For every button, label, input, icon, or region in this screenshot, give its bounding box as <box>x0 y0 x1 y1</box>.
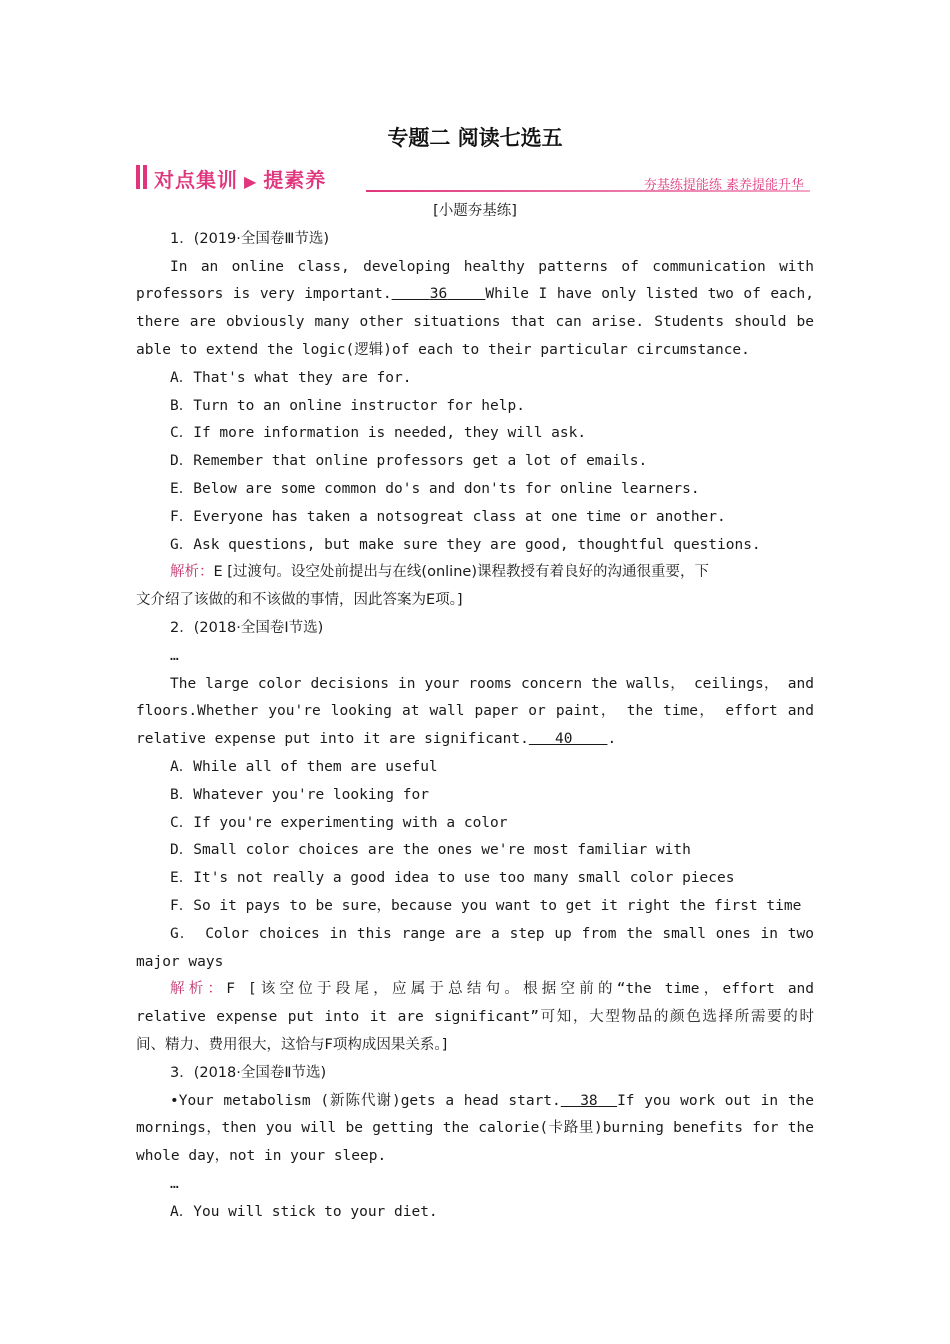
document-body <box>136 198 814 1226</box>
q1-analysis-cont: 文介绍了该做的和不该做的事情，因此答案为E项。] <box>136 592 463 609</box>
q2-option: C．If you're experimenting with a color <box>170 814 508 831</box>
q3-option: A．You will stick to your diet. <box>170 1203 438 1220</box>
q1-option: F．Everyone has taken a notsogreat class at one time or another. <box>170 508 726 525</box>
q1-passage-line: able to extend the logic(逻辑)of each to their particular circumstance. <box>136 341 750 358</box>
q1-option: G．Ask questions, but make sure they are good, thoughtful questions. <box>170 536 761 553</box>
analysis-label: 解析： <box>170 564 214 581</box>
q2-blank <box>529 731 608 747</box>
q1-option: D．Remember that online professors get a lot of emails. <box>170 453 648 470</box>
q2-option: B．Whatever you're looking for <box>170 786 429 803</box>
q2-option: F．So it pays to be sure，because you want to get it right the first time <box>170 897 802 914</box>
q2-option: E．It's not really a good idea to use too many small color pieces <box>170 870 735 887</box>
section-label: [小题夯基练] <box>433 203 517 219</box>
q2-source: 2．(2018·全国卷Ⅰ节选) <box>170 619 324 636</box>
q2-passage-line <box>136 726 814 754</box>
q2-analysis <box>136 976 814 1004</box>
q1-passage-text: While I have only listed two of each, <box>485 286 815 303</box>
q1-passage-text: professors is very important. <box>136 286 392 303</box>
q1-blank <box>392 286 486 302</box>
q1-passage-line: In an online class, developing healthy patterns of communication with <box>170 258 814 275</box>
q2-blank-number: 40 <box>555 731 573 748</box>
q1-option: C．If more information is needed, they will ask. <box>170 425 587 442</box>
banner-arrow-icon: ▶ <box>244 172 258 191</box>
q3-source: 3．(2018·全国卷Ⅱ节选) <box>170 1064 327 1081</box>
banner-bar-left <box>136 165 140 189</box>
q1-passage-line <box>136 281 814 309</box>
q1-passage-line: there are obviously many other situations that can arise. Students should be <box>136 314 814 331</box>
q2-analysis-cont: relative expense put into it are significant”可知，大型物品的颜色选择所需要的时 <box>136 1009 814 1026</box>
banner-sub-text: 提素养 <box>263 168 327 192</box>
q1-source: 1．(2019·全国卷Ⅲ节选) <box>170 230 330 247</box>
q3-passage-line <box>136 1088 814 1116</box>
q2-passage-line: The large color decisions in your rooms concern the walls， ceilings， and <box>170 675 814 692</box>
q2-passage-text: relative expense put into it are significant. <box>136 731 529 748</box>
q2-ellipsis: … <box>170 647 179 664</box>
q1-option: E．Below are some common do's and don'ts for online learners. <box>170 480 700 497</box>
q2-option-g-cont: major ways <box>136 953 224 970</box>
q3-passage-line: mornings，then you will be getting the calorie(卡路里)burning benefits for the <box>136 1120 814 1137</box>
section-banner <box>136 164 810 194</box>
analysis-label: 解析： <box>170 981 227 998</box>
q1-analysis-text: E [过渡句。设空处前提出与在线(online)课程教授有着良好的沟通很重要，下 <box>213 564 709 581</box>
q2-passage-end: . <box>607 731 617 748</box>
q3-passage-text: •Your metabolism (新陈代谢)gets a head start. <box>170 1092 561 1109</box>
page-title: 专题二 阅读七选五 <box>387 126 563 150</box>
q3-ellipsis: … <box>170 1175 179 1192</box>
q2-option-g: G． Color choices in this range are a step up from the small ones in two <box>170 925 814 942</box>
banner-tagline: 夯基练提能练 素养提能升华 <box>643 178 804 193</box>
q1-option: A．That's what they are for. <box>170 369 412 386</box>
q2-analysis-cont: 间、精力、费用很大，这恰与F项构成因果关系。] <box>136 1036 448 1053</box>
q2-option: A．While all of them are useful <box>170 758 438 775</box>
q3-passage-text: If you work out in the <box>617 1092 815 1109</box>
q2-analysis-text: F [该空位于段尾，应属于总结句。根据空前的“the time，effort and <box>226 981 815 998</box>
q2-passage-line: floors.Whether you're looking at wall paper or paint， the time， effort and <box>136 703 814 720</box>
q3-passage-line: whole day，not in your sleep. <box>136 1148 387 1165</box>
q1-analysis <box>136 559 814 587</box>
banner-bar-right <box>143 165 147 189</box>
banner-main-text: 对点集训 <box>154 168 238 192</box>
q2-option: D．Small color choices are the ones we're most familiar with <box>170 842 691 859</box>
q1-blank-number: 36 <box>429 286 448 303</box>
q1-option: B．Turn to an online instructor for help. <box>170 397 525 414</box>
q3-blank-number: 38 <box>580 1092 598 1109</box>
banner-heading <box>154 164 326 193</box>
q3-blank <box>561 1093 617 1109</box>
